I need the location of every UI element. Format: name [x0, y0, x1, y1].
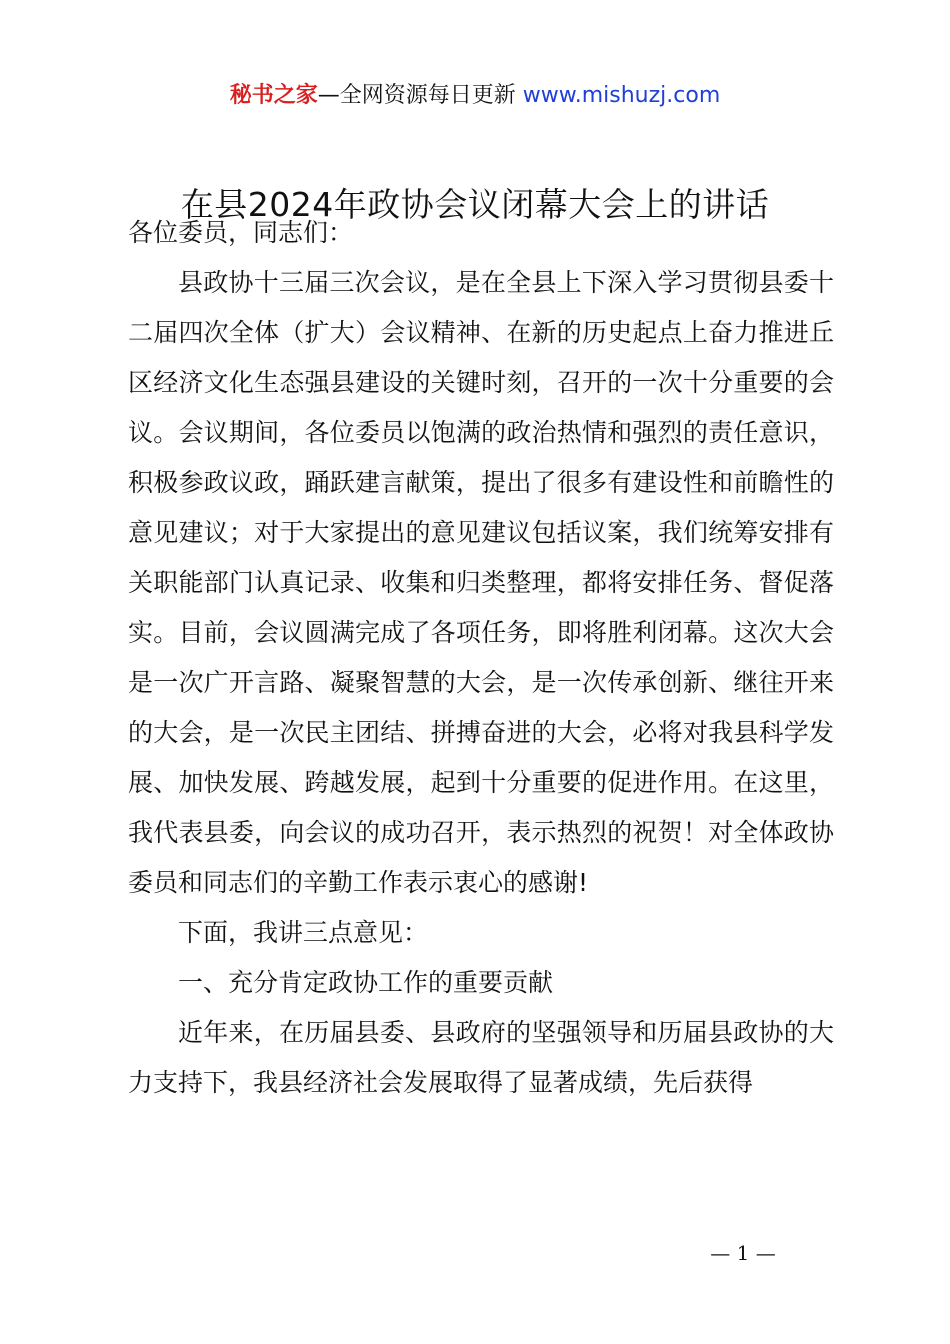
body-paragraph: 下面，我讲三点意见： [178, 918, 429, 947]
site-brand: 秘书之家 [229, 83, 318, 108]
body-paragraph: 县政协十三届三次会议，是在全县上下深入学习贯彻县委十二届四次全体（扩大）会议精神、在新的历史起点上奋力推进丘区经济文化生态强县建设的关键时刻，召开的一次十分重要的会议。会议期间，各位委员以饱满的政治热情和强烈的责任意识，积极参政议政，踊跃建言献策，提出了很多有建设性和前瞻性的意见建议；对于大家提出的意见建议包括议案，我们统筹安排有关职能部门认真记录、收集和归类整理，都将安排任务、督促落实。目前，会议圆满完成了各项任务，即将胜利闭幕。这次大会是一次广开言路、凝聚智慧的大会，是一次传承创新、继往开来的大会，是一次民主团结、拼搏奋进的大会，必将对我县科学发展、加快发展、跨越发展，起到十分重要的促进作用。在这里，我代表县委，向会议的成功召开，表示热烈的祝贺！对全体政协委员和同志们的辛勤工作表示衷心的感谢! [128, 268, 834, 897]
document-title: 在县2024年政协会议闭幕大会上的讲话 [180, 185, 770, 224]
site-tagline: —全网资源每日更新 [317, 83, 523, 108]
site-header [0, 80, 950, 112]
page-number: — 1 — [710, 1241, 776, 1265]
salutation: 各位委员，同志们： [128, 218, 354, 247]
body-paragraph: 近年来，在历届县委、县政府的坚强领导和历届县政协的大力支持下，我县经济社会发展取得了显著成绩，先后获得 [128, 1018, 834, 1097]
section-heading: 一、充分肯定政协工作的重要贡献 [178, 968, 554, 997]
document-body [128, 208, 834, 1108]
site-url-link[interactable]: www.mishuzj.com [522, 83, 721, 108]
